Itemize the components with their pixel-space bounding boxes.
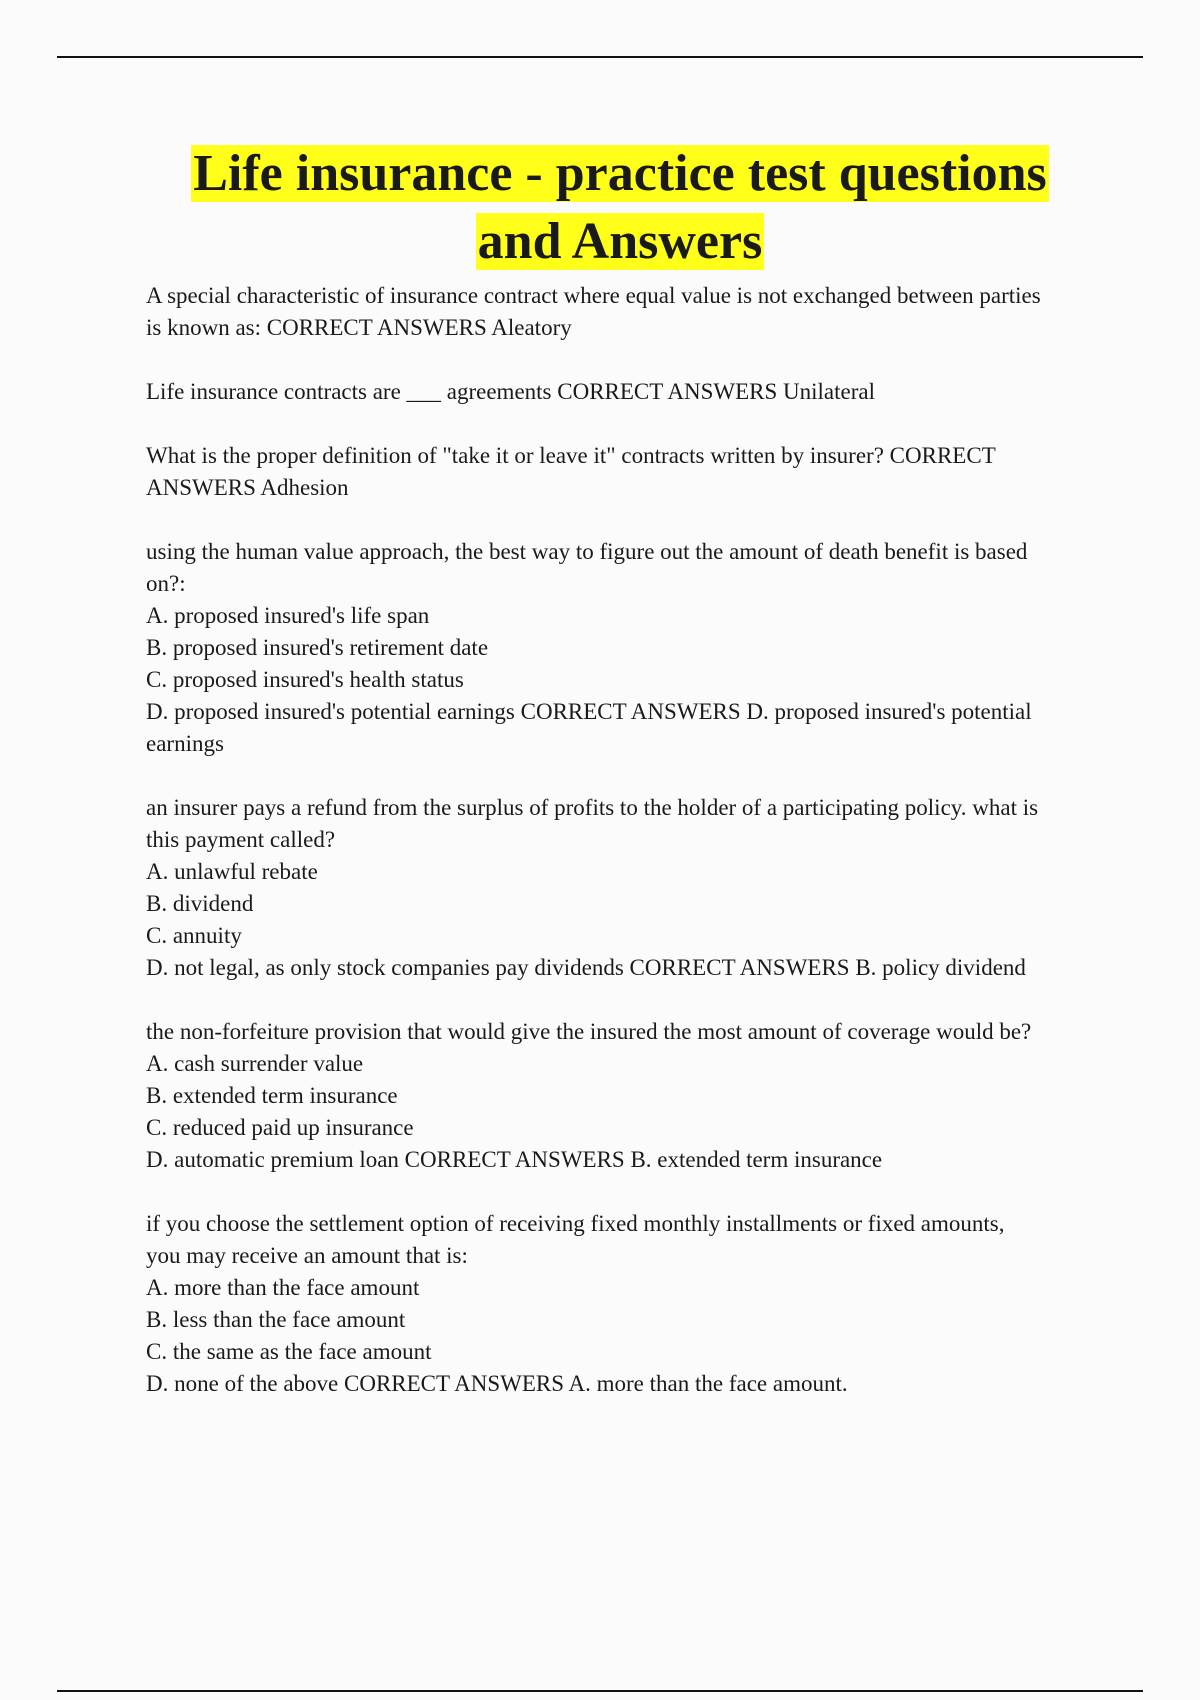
- qa-line: using the human value approach, the best way to figure out the amount of death benefit is based: [146, 539, 1028, 564]
- qa-line: this payment called?: [146, 827, 336, 852]
- top-rule: [57, 56, 1143, 58]
- qa-line: C. reduced paid up insurance: [146, 1115, 414, 1140]
- page-title: [100, 140, 1140, 276]
- qa-line: C. annuity: [146, 923, 242, 948]
- qa-line: C. proposed insured's health status: [146, 667, 464, 692]
- qa-line: if you choose the settlement option of receiving fixed monthly installments or fixed amounts,: [146, 1211, 1005, 1236]
- qa-line: ANSWERS Adhesion: [146, 475, 349, 500]
- qa-item: [146, 792, 1096, 984]
- qa-line: on?:: [146, 571, 186, 596]
- qa-line: A. more than the face amount: [146, 1275, 420, 1300]
- qa-line: What is the proper definition of "take it or leave it" contracts written by insurer? CORRECT: [146, 443, 996, 468]
- qa-line: A. proposed insured's life span: [146, 603, 430, 628]
- qa-item: [146, 280, 1096, 344]
- qa-item: [146, 1208, 1096, 1400]
- qa-line: the non-forfeiture provision that would give the insured the most amount of coverage would be?: [146, 1019, 1032, 1044]
- qa-line: C. the same as the face amount: [146, 1339, 432, 1364]
- bottom-rule: [57, 1690, 1143, 1692]
- qa-line: A. cash surrender value: [146, 1051, 364, 1076]
- qa-item: [146, 536, 1096, 760]
- qa-line: B. dividend: [146, 891, 254, 916]
- title-line-1: Life insurance - practice test questions: [193, 145, 1047, 202]
- qa-line: D. automatic premium loan CORRECT ANSWERS B. extended term insurance: [146, 1147, 883, 1172]
- qa-line: D. none of the above CORRECT ANSWERS A. more than the face amount.: [146, 1371, 848, 1396]
- qa-line: is known as: CORRECT ANSWERS Aleatory: [146, 315, 572, 340]
- qa-line: D. proposed insured's potential earnings CORRECT ANSWERS D. proposed insured's potential: [146, 699, 1032, 724]
- qa-line: earnings: [146, 731, 224, 756]
- qa-content: [146, 280, 1096, 1432]
- title-line-2: and Answers: [477, 213, 763, 270]
- qa-line: an insurer pays a refund from the surplus of profits to the holder of a participating policy. what is: [146, 795, 1039, 820]
- qa-line: Life insurance contracts are ___ agreements CORRECT ANSWERS Unilateral: [146, 379, 875, 404]
- qa-line: B. extended term insurance: [146, 1083, 398, 1108]
- qa-item: [146, 440, 1096, 504]
- qa-line: A special characteristic of insurance contract where equal value is not exchanged between parties: [146, 283, 1041, 308]
- qa-item: [146, 1016, 1096, 1176]
- qa-item: [146, 376, 1096, 408]
- qa-line: A. unlawful rebate: [146, 859, 318, 884]
- qa-line: you may receive an amount that is:: [146, 1243, 468, 1268]
- qa-line: B. proposed insured's retirement date: [146, 635, 489, 660]
- qa-line: D. not legal, as only stock companies pay dividends CORRECT ANSWERS B. policy dividend: [146, 955, 1026, 980]
- qa-line: B. less than the face amount: [146, 1307, 406, 1332]
